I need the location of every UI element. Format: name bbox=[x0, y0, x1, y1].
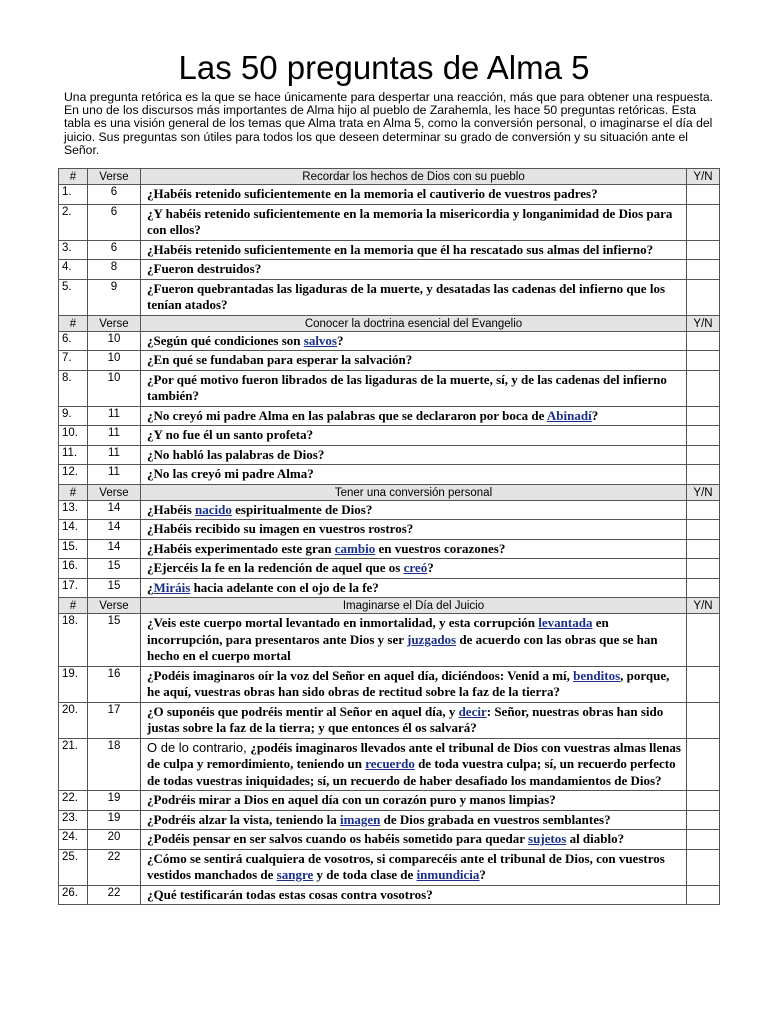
table-row bbox=[59, 539, 720, 559]
question-text: ¿ bbox=[147, 579, 154, 595]
verse-number: 14 bbox=[88, 500, 141, 520]
question-number: 23. bbox=[59, 810, 88, 830]
verse-number: 18 bbox=[88, 738, 141, 791]
verse-number: 6 bbox=[88, 204, 141, 240]
question-text: ¿No habló las palabras de Dios? bbox=[147, 446, 325, 462]
question-number: 13. bbox=[59, 500, 88, 520]
yn-cell[interactable] bbox=[687, 702, 720, 738]
scripture-link[interactable]: sangre bbox=[276, 867, 314, 882]
question-text: en vuestros corazones? bbox=[375, 540, 506, 556]
yn-cell[interactable] bbox=[687, 331, 720, 351]
questions-table-body bbox=[59, 169, 720, 905]
scripture-link[interactable]: benditos bbox=[573, 667, 621, 683]
question-number: 20. bbox=[59, 702, 88, 738]
question-cell bbox=[141, 279, 687, 315]
verse-number: 16 bbox=[88, 666, 141, 702]
table-row bbox=[59, 185, 720, 205]
question-text: ¿Veis este cuerpo mortal levantado en inmortalidad, y esta corrupción bbox=[147, 615, 539, 630]
header-yn: Y/N bbox=[687, 169, 720, 185]
verse-number: 6 bbox=[88, 185, 141, 205]
verse-number: 9 bbox=[88, 279, 141, 315]
question-text: hacia adelante con el ojo de la fe? bbox=[190, 579, 379, 595]
question-cell bbox=[141, 204, 687, 240]
question-number: 21. bbox=[59, 738, 88, 791]
question-text: al diablo? bbox=[566, 831, 625, 846]
question-cell bbox=[141, 351, 687, 371]
table-row bbox=[59, 849, 720, 885]
yn-cell[interactable] bbox=[687, 791, 720, 811]
question-number: 17. bbox=[59, 578, 88, 598]
question-prefix: O de lo contrario, bbox=[147, 739, 251, 755]
verse-number: 17 bbox=[88, 702, 141, 738]
table-row bbox=[59, 614, 720, 667]
question-cell bbox=[141, 331, 687, 351]
question-cell bbox=[141, 738, 687, 791]
question-number: 7. bbox=[59, 351, 88, 371]
yn-cell[interactable] bbox=[687, 830, 720, 850]
section-title: Imaginarse el Día del Juicio bbox=[141, 598, 687, 614]
question-text: ¿Por qué motivo fueron librados de las ligaduras de la muerte, sí, y de las cadenas del infierno también? bbox=[147, 371, 667, 403]
question-number: 9. bbox=[59, 406, 88, 426]
question-text: ? bbox=[479, 867, 486, 882]
yn-cell[interactable] bbox=[687, 614, 720, 667]
page-title: Las 50 preguntas de Alma 5 bbox=[178, 49, 590, 86]
question-text: de toda vuestra culpa; sí, un recuerdo perfecto de todas vuestras iniquidades; sí, un recuerdo de haber desafiado los mandamientos de Dios? bbox=[147, 756, 676, 788]
scripture-link[interactable]: sujetos bbox=[528, 831, 567, 846]
section-header-row bbox=[59, 315, 720, 331]
table-row bbox=[59, 331, 720, 351]
verse-number: 11 bbox=[88, 406, 141, 426]
yn-cell[interactable] bbox=[687, 738, 720, 791]
question-text: ¿Habéis experimentado este gran bbox=[147, 540, 335, 556]
verse-number: 11 bbox=[88, 445, 141, 465]
question-text: ¿Y habéis retenido suficientemente en la memoria la misericordia y longanimidad de Dios para con ellos? bbox=[147, 205, 673, 237]
header-yn: Y/N bbox=[687, 598, 720, 614]
question-cell bbox=[141, 810, 687, 830]
question-text: ¿Habéis retenido suficientemente en la memoria el cautiverio de vuestros padres? bbox=[147, 186, 598, 201]
header-num: # bbox=[59, 315, 88, 331]
table-row bbox=[59, 240, 720, 260]
question-cell bbox=[141, 426, 687, 446]
scripture-link[interactable]: Miráis bbox=[153, 579, 191, 595]
table-row bbox=[59, 885, 720, 905]
verse-number: 22 bbox=[88, 885, 141, 905]
scripture-link[interactable]: creó bbox=[403, 560, 428, 575]
question-number: 11. bbox=[59, 445, 88, 465]
yn-cell[interactable] bbox=[687, 500, 720, 520]
question-text: ¿Podéis imaginaros oír la voz del Señor en aquel día, diciéndoos: Venid a mí, bbox=[147, 667, 574, 683]
question-cell bbox=[141, 849, 687, 885]
scripture-link[interactable]: levantada bbox=[538, 615, 593, 630]
verse-number: 19 bbox=[88, 810, 141, 830]
question-cell bbox=[141, 445, 687, 465]
question-cell bbox=[141, 791, 687, 811]
scripture-link[interactable]: imagen bbox=[339, 811, 381, 827]
question-text: ¿En qué se fundaban para esperar la salvación? bbox=[147, 352, 413, 367]
header-verse: Verse bbox=[88, 169, 141, 185]
yn-cell[interactable] bbox=[687, 539, 720, 559]
table-row bbox=[59, 370, 720, 406]
yn-cell[interactable] bbox=[687, 559, 720, 579]
question-text: de Dios grabada en vuestros semblantes? bbox=[380, 811, 611, 827]
section-header-row bbox=[59, 598, 720, 614]
section-title: Conocer la doctrina esencial del Evangelio bbox=[141, 315, 687, 331]
header-verse: Verse bbox=[88, 315, 141, 331]
question-text: ¿Podréis mirar a Dios en aquel día con un corazón puro y manos limpias? bbox=[147, 792, 556, 807]
scripture-link[interactable]: nacido bbox=[195, 501, 232, 517]
question-text: ¿No las creyó mi padre Alma? bbox=[147, 466, 314, 481]
yn-cell[interactable] bbox=[687, 406, 720, 426]
scripture-link[interactable]: juzgados bbox=[407, 631, 457, 647]
scripture-link[interactable]: recuerdo bbox=[365, 756, 415, 771]
question-text: espiritualmente de Dios? bbox=[231, 501, 373, 517]
verse-number: 6 bbox=[88, 240, 141, 260]
question-cell bbox=[141, 559, 687, 579]
verse-number: 11 bbox=[88, 426, 141, 446]
question-text: ? bbox=[337, 332, 344, 348]
verse-number: 10 bbox=[88, 370, 141, 406]
question-cell bbox=[141, 185, 687, 205]
question-text: ¿Habéis retenido suficientemente en la memoria que él ha rescatado sus almas del infierno? bbox=[147, 241, 654, 257]
yn-cell[interactable] bbox=[687, 849, 720, 885]
table-row bbox=[59, 810, 720, 830]
verse-number: 15 bbox=[88, 578, 141, 598]
question-cell bbox=[141, 666, 687, 702]
question-text: ¿Ejercéis la fe en la redención de aquel que os bbox=[147, 560, 404, 575]
question-number: 12. bbox=[59, 465, 88, 485]
question-number: 8. bbox=[59, 370, 88, 406]
table-row bbox=[59, 702, 720, 738]
yn-cell[interactable] bbox=[687, 810, 720, 830]
question-number: 25. bbox=[59, 849, 88, 885]
verse-number: 14 bbox=[88, 520, 141, 540]
question-text: ¿Cómo se sentirá cualquiera de vosotros, si comparecéis ante el tribunal de Dios, con vuestros vestidos manchados de bbox=[147, 850, 665, 882]
header-yn: Y/N bbox=[687, 484, 720, 500]
scripture-link[interactable]: cambio bbox=[334, 540, 376, 556]
yn-cell[interactable] bbox=[687, 465, 720, 485]
question-cell bbox=[141, 578, 687, 598]
question-text: ? bbox=[427, 560, 434, 575]
question-text: , porque, he aquí, vuestras obras han sido obras de rectitud sobre la faz de la tierra? bbox=[147, 667, 670, 699]
yn-cell[interactable] bbox=[687, 520, 720, 540]
table-row bbox=[59, 204, 720, 240]
scripture-link[interactable]: Abinadí bbox=[546, 407, 592, 423]
yn-cell[interactable] bbox=[687, 240, 720, 260]
verse-number: 14 bbox=[88, 539, 141, 559]
question-text: ¿Habéis bbox=[147, 501, 196, 517]
question-text: ¿No creyó mi padre Alma en las palabras que se declararon por boca de bbox=[147, 407, 547, 423]
verse-number: 19 bbox=[88, 791, 141, 811]
question-number: 16. bbox=[59, 559, 88, 579]
question-cell bbox=[141, 885, 687, 905]
question-cell bbox=[141, 830, 687, 850]
table-row bbox=[59, 500, 720, 520]
yn-cell[interactable] bbox=[687, 351, 720, 371]
yn-cell[interactable] bbox=[687, 260, 720, 280]
question-number: 19. bbox=[59, 666, 88, 702]
section-header-row bbox=[59, 169, 720, 185]
question-text: ¿O suponéis que podréis mentir al Señor en aquel día, y bbox=[147, 703, 459, 719]
verse-number: 11 bbox=[88, 465, 141, 485]
question-text: ¿Fueron destruidos? bbox=[147, 261, 262, 276]
verse-number: 22 bbox=[88, 849, 141, 885]
header-yn: Y/N bbox=[687, 315, 720, 331]
question-cell bbox=[141, 500, 687, 520]
yn-cell[interactable] bbox=[687, 578, 720, 598]
table-row bbox=[59, 578, 720, 598]
question-cell bbox=[141, 406, 687, 426]
table-row bbox=[59, 279, 720, 315]
yn-cell[interactable] bbox=[687, 185, 720, 205]
question-number: 3. bbox=[59, 240, 88, 260]
header-verse: Verse bbox=[88, 598, 141, 614]
header-verse: Verse bbox=[88, 484, 141, 500]
section-title: Recordar los hechos de Dios con su pueblo bbox=[141, 169, 687, 185]
question-text: ¿Podéis pensar en ser salvos cuando os habéis sometido para quedar bbox=[147, 831, 529, 846]
header-num: # bbox=[59, 484, 88, 500]
table-row bbox=[59, 406, 720, 426]
question-text: en incorrupción, para presentaros ante Dios y ser bbox=[147, 615, 609, 647]
question-number: 2. bbox=[59, 204, 88, 240]
question-text: ¿Qué testificarán todas estas cosas contra vosotros? bbox=[147, 886, 433, 902]
question-cell bbox=[141, 702, 687, 738]
question-text: ¿Según qué condiciones son bbox=[147, 332, 304, 348]
table-row bbox=[59, 559, 720, 579]
question-cell bbox=[141, 260, 687, 280]
yn-cell[interactable] bbox=[687, 279, 720, 315]
scripture-link[interactable]: decir bbox=[458, 703, 487, 719]
yn-cell[interactable] bbox=[687, 666, 720, 702]
table-row bbox=[59, 520, 720, 540]
verse-number: 8 bbox=[88, 260, 141, 280]
section-header-row bbox=[59, 484, 720, 500]
yn-cell[interactable] bbox=[687, 885, 720, 905]
verse-number: 10 bbox=[88, 331, 141, 351]
verse-number: 15 bbox=[88, 559, 141, 579]
table-row bbox=[59, 791, 720, 811]
question-number: 15. bbox=[59, 539, 88, 559]
verse-number: 20 bbox=[88, 830, 141, 850]
table-row bbox=[59, 666, 720, 702]
table-row bbox=[59, 445, 720, 465]
question-cell bbox=[141, 465, 687, 485]
question-cell bbox=[141, 370, 687, 406]
table-row bbox=[59, 465, 720, 485]
intro-paragraph: Una pregunta retórica es la que se hace únicamente para despertar una reacción, más que para obtener una respuesta. En uno de los discursos más importantes de Alma hijo al pueblo de Zarahemla, les hace 50 preguntas retóricas. Esta tabla es una visión general de los temas que Alma trata en Alma 5, como la conversión personal, o imaginarse el día del juicio. Sus preguntas son útiles para todos los que deseen determinar su grado de conversión y su situación ante el Señor. bbox=[64, 90, 714, 157]
table-row bbox=[59, 351, 720, 371]
question-text: y de toda clase de bbox=[313, 867, 417, 882]
question-text: de acuerdo con las obras que se han hecho en el cuerpo mortal bbox=[147, 631, 658, 663]
question-number: 14. bbox=[59, 520, 88, 540]
question-text: ¿Podréis alzar la vista, teniendo la bbox=[147, 811, 340, 827]
question-number: 4. bbox=[59, 260, 88, 280]
question-text: ¿Habéis recibido su imagen en vuestros rostros? bbox=[147, 521, 414, 536]
verse-number: 10 bbox=[88, 351, 141, 371]
question-number: 5. bbox=[59, 279, 88, 315]
scripture-link[interactable]: salvos bbox=[303, 332, 337, 348]
table-row bbox=[59, 260, 720, 280]
question-text: ¿podéis imaginaros llevados ante el tribunal de Dios con vuestras almas llenas de culpa y remordimiento, teniendo un bbox=[147, 739, 681, 771]
question-number: 18. bbox=[59, 614, 88, 667]
verse-number: 15 bbox=[88, 614, 141, 667]
scripture-link[interactable]: inmundicia bbox=[416, 867, 480, 882]
question-text: ¿Fueron quebrantadas las ligaduras de la muerte, y desatadas las cadenas del infierno que los tenían atados? bbox=[147, 280, 666, 312]
table-row bbox=[59, 830, 720, 850]
question-text: ¿Y no fue él un santo profeta? bbox=[147, 427, 314, 442]
header-num: # bbox=[59, 169, 88, 185]
table-row bbox=[59, 426, 720, 446]
question-number: 10. bbox=[59, 426, 88, 446]
question-cell bbox=[141, 539, 687, 559]
question-cell bbox=[141, 240, 687, 260]
yn-cell[interactable] bbox=[687, 370, 720, 406]
question-number: 24. bbox=[59, 830, 88, 850]
question-cell bbox=[141, 614, 687, 667]
header-num: # bbox=[59, 598, 88, 614]
question-number: 6. bbox=[59, 331, 88, 351]
table-row bbox=[59, 738, 720, 791]
section-title: Tener una conversión personal bbox=[141, 484, 687, 500]
question-number: 26. bbox=[59, 885, 88, 905]
question-number: 22. bbox=[59, 791, 88, 811]
question-cell bbox=[141, 520, 687, 540]
yn-cell[interactable] bbox=[687, 426, 720, 446]
question-text: : Señor, nuestras obras han sido justas sobre la faz de la tierra; y que entonces él os salvará? bbox=[147, 703, 664, 735]
questions-table bbox=[58, 168, 720, 905]
question-text: ? bbox=[591, 407, 599, 423]
yn-cell[interactable] bbox=[687, 204, 720, 240]
question-number: 1. bbox=[59, 185, 88, 205]
yn-cell[interactable] bbox=[687, 445, 720, 465]
